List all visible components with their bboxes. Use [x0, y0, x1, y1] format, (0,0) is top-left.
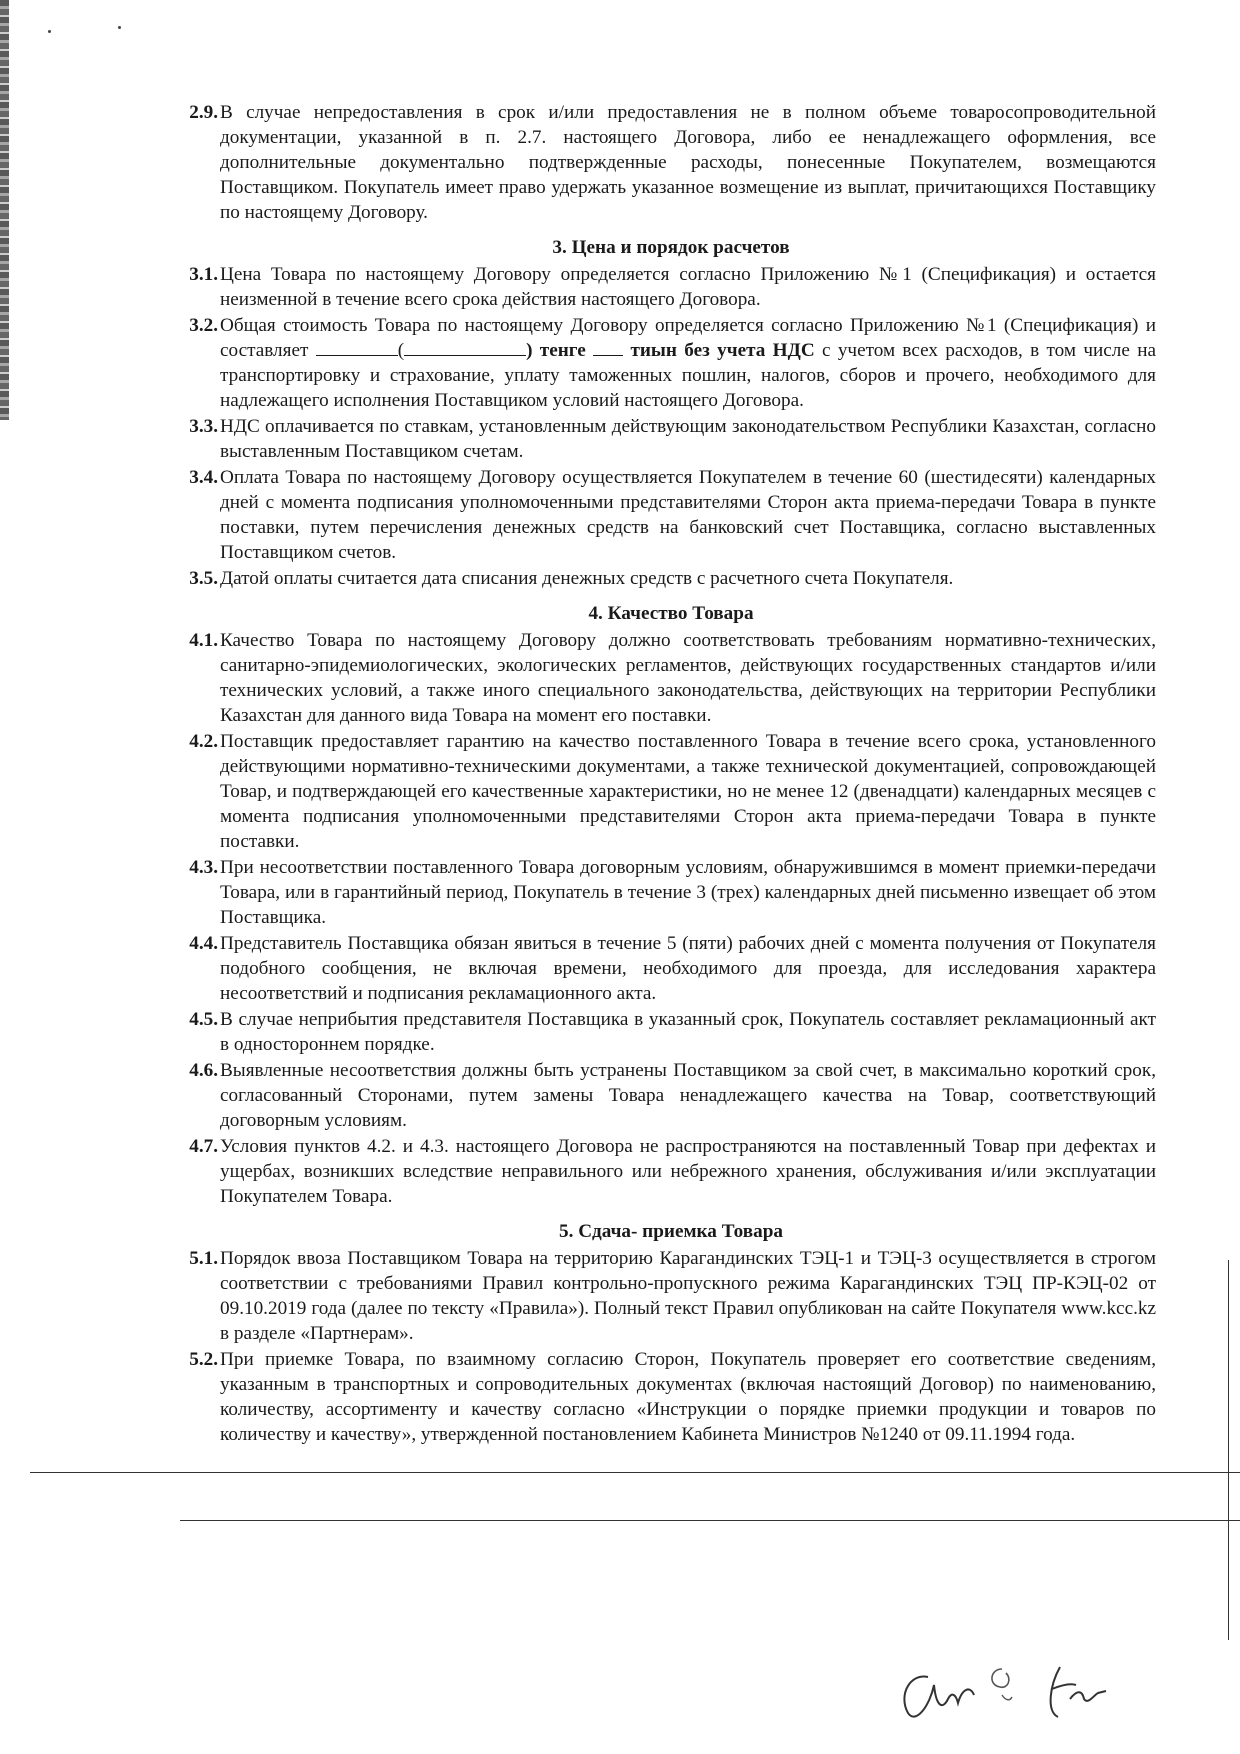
scan-line-artifact — [30, 1472, 1240, 1473]
vat-note: тиын без учета НДС — [630, 340, 815, 361]
clause-text: НДС оплачивается по ставкам, установленным действующим законодательством Республики Казахстан, согласно выставленным Поставщиком счетам. — [220, 416, 1156, 462]
clause-number: 4.7. — [189, 1136, 218, 1157]
clause-text: Качество Товара по настоящему Договору должно соответствовать требованиям нормативно-технических, санитарно-эпидемиологических, экологических регламентов, действующих государственных стандартов и/или технических условий, а также иного специального законодательства, действующих на территории Республики Казахстан для данного вида Товара на момент его поставки. — [220, 630, 1156, 726]
clause-3-1 — [186, 262, 1156, 312]
clause-number: 3.5. — [189, 568, 218, 589]
clause-text: Цена Товара по настоящему Договору определяется согласно Приложению №1 (Спецификация) и остается неизменной в течение всего срока действия настоящего Договора. — [220, 264, 1156, 310]
clause-3-4 — [186, 465, 1156, 565]
clause-5-2 — [186, 1347, 1156, 1447]
amount-blank — [316, 339, 398, 356]
clause-4-1 — [186, 628, 1156, 728]
section-heading-5: 5. Сдача- приемка Товара — [559, 1221, 783, 1242]
section-heading-3: 3. Цена и порядок расчетов — [552, 237, 790, 258]
clause-text: Выявленные несоответствия должны быть устранены Поставщиком за свой счет, в максимально короткий срок, согласованный Сторонами, путем замены Товара ненадлежащего качества на Товар, соответствующий договорным условиям. — [220, 1060, 1156, 1131]
contract-text — [186, 100, 1156, 1448]
clause-4-7 — [186, 1134, 1156, 1209]
initials-signature — [890, 1655, 1140, 1725]
scan-edge-artifact — [0, 0, 9, 420]
clause-number: 3.4. — [189, 467, 218, 488]
clause-3-2 — [186, 313, 1156, 413]
tiyn-blank — [593, 339, 623, 356]
clause-4-2 — [186, 729, 1156, 854]
section-heading-4: 4. Качество Товара — [588, 603, 754, 624]
clause-number: 2.9. — [189, 102, 218, 123]
scan-line-artifact — [180, 1520, 1240, 1521]
clause-3-3 — [186, 414, 1156, 464]
clause-text: Порядок ввоза Поставщиком Товара на территорию Карагандинских ТЭЦ-1 и ТЭЦ-3 осуществляется в строгом соответствии с требованиями Правил контрольно-пропускного режима Карагандинских ТЭЦ ПР-КЭЦ-02 от 09.10.2019 года (далее по тексту «Правила»). Полный текст Правил опубликован на сайте Покупателя www.kcc.kz в разделе «Партнерам». — [220, 1248, 1156, 1344]
clause-text-part: с учетом всех расходов, в том числе на транспортировку и страхование, уплату таможенных пошлин, налогов, сборов и прочего, необходимого для надлежащего исполнения Поставщиком условий настоящего Договора. — [220, 340, 1156, 411]
currency-tenge: ) тенге — [526, 340, 586, 361]
clause-text-part: Общая стоимость Товара по настоящему Договору определяется согласно Приложению №1 (Спецификация) и составляет — [220, 315, 1156, 361]
clause-number: 4.2. — [189, 731, 218, 752]
clause-number: 4.4. — [189, 933, 218, 954]
clause-number: 3.3. — [189, 416, 218, 437]
clause-3-5 — [186, 566, 1156, 591]
scan-speck — [118, 26, 121, 29]
clause-5-1 — [186, 1246, 1156, 1346]
clause-number: 5.2. — [189, 1349, 218, 1370]
amount-words-blank — [404, 339, 526, 356]
clause-number: 4.3. — [189, 857, 218, 878]
clause-number: 4.1. — [189, 630, 218, 651]
scan-speck — [48, 30, 51, 33]
paren-open: ( — [397, 340, 405, 361]
clause-2-9 — [186, 100, 1156, 225]
clause-number: 5.1. — [189, 1248, 218, 1269]
clause-number: 3.1. — [189, 264, 218, 285]
clause-text: Оплата Товара по настоящему Договору осуществляется Покупателем в течение 60 (шестидесяти) календарных дней с момента подписания уполномоченными представителями Сторон акта приема-передачи Товара в пункте поставки, путем перечисления денежных средств на банковский счет Поставщика, согласно выставленных Поставщиком счетов. — [220, 467, 1156, 563]
clause-4-4 — [186, 931, 1156, 1006]
clause-text: В случае непредоставления в срок и/или предоставления не в полном объеме товаросопроводительной документации, указанной в п. 2.7. настоящего Договора, либо ее ненадлежащего оформления, все дополнительные документально подтвержденные расходы, понесенные Покупателем, возмещаются Поставщиком. Покупатель имеет право удержать указанное возмещение из выплат, причитающихся Поставщику по настоящему Договору. — [220, 102, 1156, 223]
clause-4-3 — [186, 855, 1156, 930]
clause-text — [220, 313, 1156, 413]
clause-4-6 — [186, 1058, 1156, 1133]
clause-number: 4.6. — [189, 1060, 218, 1081]
clause-text: В случае неприбытия представителя Поставщика в указанный срок, Покупатель составляет рекламационный акт в одностороннем порядке. — [220, 1009, 1156, 1055]
clause-4-5 — [186, 1007, 1156, 1057]
clause-text: При несоответствии поставленного Товара договорным условиям, обнаружившимся в момент приемки-передачи Товара, или в гарантийный период, Покупатель в течение 3 (трех) календарных дней письменно извещает об этом Поставщика. — [220, 857, 1156, 928]
scan-line-artifact — [1228, 1260, 1229, 1640]
clause-text: Поставщик предоставляет гарантию на качество поставленного Товара в течение всего срока, установленного действующими нормативно-техническими документами, а также технической документацией, сопровождающей Товар, и подтверждающей его качественные характеристики, но не менее 12 (двенадцати) календарных месяцев с момента подписания уполномоченными представителями Сторон акта приема-передачи Товара в пункте поставки. — [220, 731, 1156, 852]
clause-number: 3.2. — [189, 315, 218, 336]
clause-text: Представитель Поставщика обязан явиться в течение 5 (пяти) рабочих дней с момента получения от Покупателя подобного сообщения, не включая времени, необходимого для проезда, для исследования характера несоответствий и подписания рекламационного акта. — [220, 933, 1156, 1004]
clause-text: При приемке Товара, по взаимному согласию Сторон, Покупатель проверяет его соответствие сведениям, указанным в транспортных и сопроводительных документах (включая настоящий Договор) по наименованию, количеству, ассортименту и качеству согласно «Инструкции о порядке приемки продукции и товаров по количеству и качеству», утвержденной постановлением Кабинета Министров №1240 от 09.11.1994 года. — [220, 1349, 1156, 1445]
clause-text: Условия пунктов 4.2. и 4.3. настоящего Договора не распространяются на поставленный Товар при дефектах и ущербах, возникших вследствие неправильного или небрежного хранения, обслуживания и/или эксплуатации Покупателем Товара. — [220, 1136, 1156, 1207]
clause-number: 4.5. — [189, 1009, 218, 1030]
clause-text: Датой оплаты считается дата списания денежных средств с расчетного счета Покупателя. — [220, 568, 954, 589]
